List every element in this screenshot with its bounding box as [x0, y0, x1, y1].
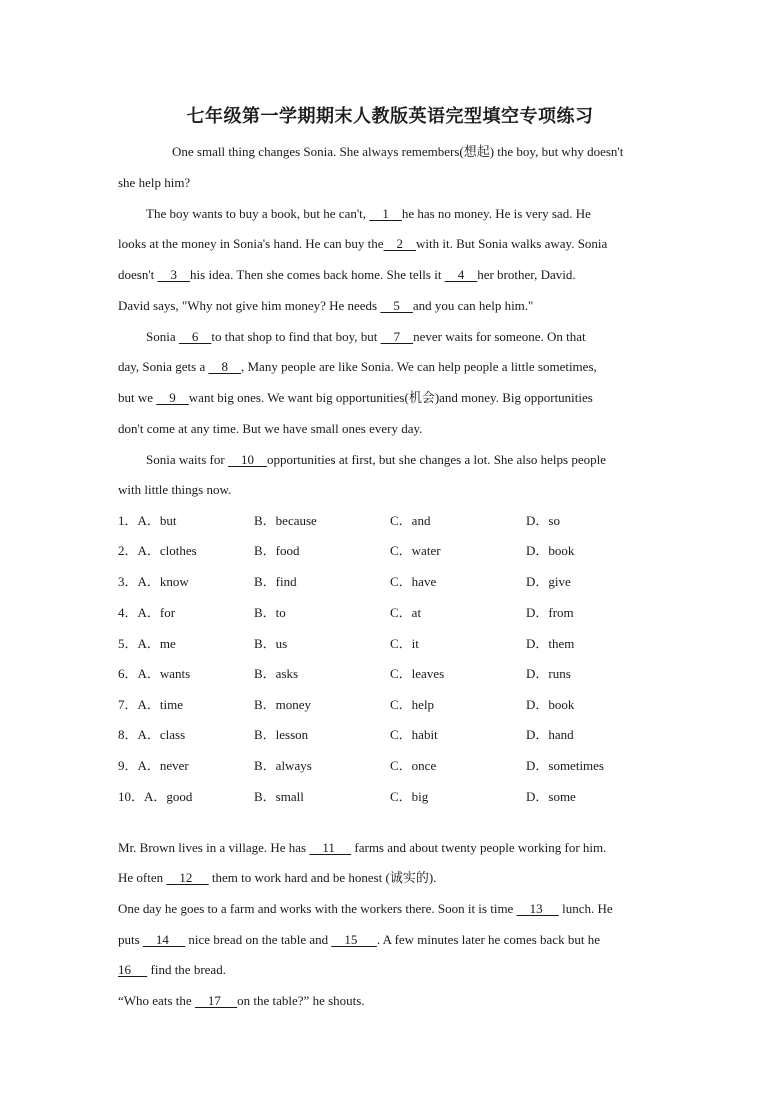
line-text: nice bread on the table and — [185, 932, 332, 947]
option-c: C．water — [390, 543, 441, 558]
option-a: 5．A．me — [118, 636, 176, 651]
question-options-row — [118, 513, 678, 529]
option-b: B．always — [254, 758, 312, 773]
text-line — [118, 390, 593, 406]
option-d: D．hand — [526, 727, 574, 742]
line-text: don't come at any time. But we have small ones every day. — [118, 421, 423, 436]
option-d: D．some — [526, 789, 576, 804]
line-text: she help him? — [118, 175, 191, 190]
option-d: D．from — [526, 605, 574, 620]
text-line — [118, 840, 606, 856]
answer-blank: 17 — [194, 993, 238, 1008]
option-c: C．once — [390, 758, 437, 773]
line-text: “Who eats the — [118, 993, 195, 1008]
text-line — [172, 144, 623, 160]
option-b: B．money — [254, 697, 312, 712]
answer-blank: 6 — [178, 329, 212, 344]
option-b: B．find — [254, 574, 297, 589]
line-text: He often — [118, 870, 167, 885]
line-text: them to work hard and be honest (诚实的). — [208, 870, 437, 885]
page-title: 七年级第一学期期末人教版英语完型填空专项练习 — [186, 106, 594, 127]
option-a: 6．A．wants — [118, 666, 191, 681]
line-text: One small thing changes Sonia. She always remembers(想起) the boy, but why doesn't — [172, 144, 624, 159]
option-d: D．give — [526, 574, 571, 589]
answer-blank: 10 — [227, 452, 267, 467]
answer-blank: 11 — [309, 840, 352, 855]
option-b: B．because — [254, 513, 317, 528]
line-text: and you can help him." — [412, 298, 534, 313]
line-text: his idea. Then she comes back home. She tells it — [190, 267, 445, 282]
text-line — [118, 267, 576, 283]
text-line — [118, 236, 607, 252]
line-text: doesn't — [118, 267, 158, 282]
line-text: One day he goes to a farm and works with the workers there. Soon it is time — [118, 901, 517, 916]
line-text: with it. But Sonia walks away. Sonia — [416, 236, 608, 251]
answer-blank: 15 — [331, 932, 377, 947]
answer-blank: 16 — [118, 962, 148, 977]
line-text: looks at the money in Sonia's hand. He can buy the — [118, 236, 384, 251]
answer-blank: 9 — [156, 390, 189, 405]
answer-blank: 2 — [383, 236, 417, 251]
option-c: C．at — [390, 605, 422, 620]
option-c: C．habit — [390, 727, 438, 742]
line-text: lunch. He — [558, 901, 613, 916]
option-b: B．small — [254, 789, 304, 804]
option-b: B．to — [254, 605, 286, 620]
text-line — [118, 421, 422, 437]
question-options-row — [118, 697, 678, 713]
answer-blank: 1 — [369, 206, 402, 221]
option-a: 3．A．know — [118, 574, 189, 589]
text-line — [146, 452, 606, 468]
question-options-row — [118, 543, 678, 559]
option-a: 2．A．clothes — [118, 543, 197, 558]
option-c: C．and — [390, 513, 431, 528]
option-a: 8．A．class — [118, 727, 186, 742]
line-text: he has no money. He is very sad. He — [401, 206, 591, 221]
answer-blank: 12 — [166, 870, 209, 885]
option-a: 9．A．never — [118, 758, 189, 773]
line-text: want big ones. We want big opportunities(机会)and money. Big opportunities — [188, 390, 593, 405]
option-b: B．asks — [254, 666, 299, 681]
option-b: B．us — [254, 636, 288, 651]
question-options-row — [118, 758, 678, 774]
text-line — [118, 901, 613, 917]
text-line — [118, 359, 597, 375]
option-c: C．help — [390, 697, 435, 712]
answer-blank: 5 — [380, 298, 413, 313]
question-options-row — [118, 789, 678, 805]
line-text: The boy wants to buy a book, but he can't, — [146, 206, 370, 221]
line-text: , Many people are like Sonia. We can help people a little sometimes, — [241, 359, 597, 374]
line-text: David says, "Why not give him money? He needs — [118, 298, 381, 313]
question-options-row — [118, 605, 678, 621]
option-d: D．book — [526, 697, 575, 712]
question-options-row — [118, 666, 678, 682]
line-text: opportunities at first, but she changes a lot. She also helps people — [266, 452, 606, 467]
option-b: B．food — [254, 543, 300, 558]
option-a: 7．A．time — [118, 697, 183, 712]
line-text: Sonia — [146, 329, 179, 344]
question-options-row — [118, 727, 678, 743]
option-d: D．book — [526, 543, 575, 558]
line-text: find the bread. — [147, 962, 226, 977]
option-a: 1．A．but — [118, 513, 177, 528]
option-c: C．have — [390, 574, 437, 589]
answer-blank: 13 — [516, 901, 559, 916]
answer-blank: 4 — [444, 267, 478, 282]
text-line — [118, 298, 533, 314]
text-line — [118, 870, 436, 886]
option-b: B．lesson — [254, 727, 309, 742]
line-text: Sonia waits for — [146, 452, 228, 467]
line-text: never waits for someone. On that — [413, 329, 586, 344]
option-c: C．big — [390, 789, 429, 804]
line-text: farms and about twenty people working for him. — [351, 840, 607, 855]
line-text: day, Sonia gets a — [118, 359, 209, 374]
text-line — [118, 993, 365, 1009]
text-line — [118, 175, 190, 191]
line-text: with little things now. — [118, 482, 232, 497]
text-line — [146, 206, 591, 222]
text-line — [118, 962, 226, 978]
line-text: . A few minutes later he comes back but he — [376, 932, 600, 947]
answer-blank: 3 — [157, 267, 191, 282]
answer-blank: 7 — [380, 329, 414, 344]
option-d: D．sometimes — [526, 758, 604, 773]
line-text: on the table?” he shouts. — [237, 993, 365, 1008]
question-options-row — [118, 636, 678, 652]
option-c: C．it — [390, 636, 419, 651]
text-line — [118, 932, 600, 948]
option-d: D．them — [526, 636, 575, 651]
option-a: 10．A．good — [118, 789, 193, 804]
option-d: D．so — [526, 513, 560, 528]
line-text: but we — [118, 390, 157, 405]
answer-blank: 8 — [208, 359, 241, 374]
question-options-row — [118, 574, 678, 590]
option-d: D．runs — [526, 666, 571, 681]
answer-blank: 14 — [142, 932, 186, 947]
line-text: her brother, David. — [477, 267, 576, 282]
text-line — [118, 482, 231, 498]
option-c: C．leaves — [390, 666, 445, 681]
option-a: 4．A．for — [118, 605, 176, 620]
line-text: puts — [118, 932, 143, 947]
text-line — [146, 329, 586, 345]
line-text: to that shop to find that boy, but — [211, 329, 381, 344]
line-text: Mr. Brown lives in a village. He has — [118, 840, 310, 855]
